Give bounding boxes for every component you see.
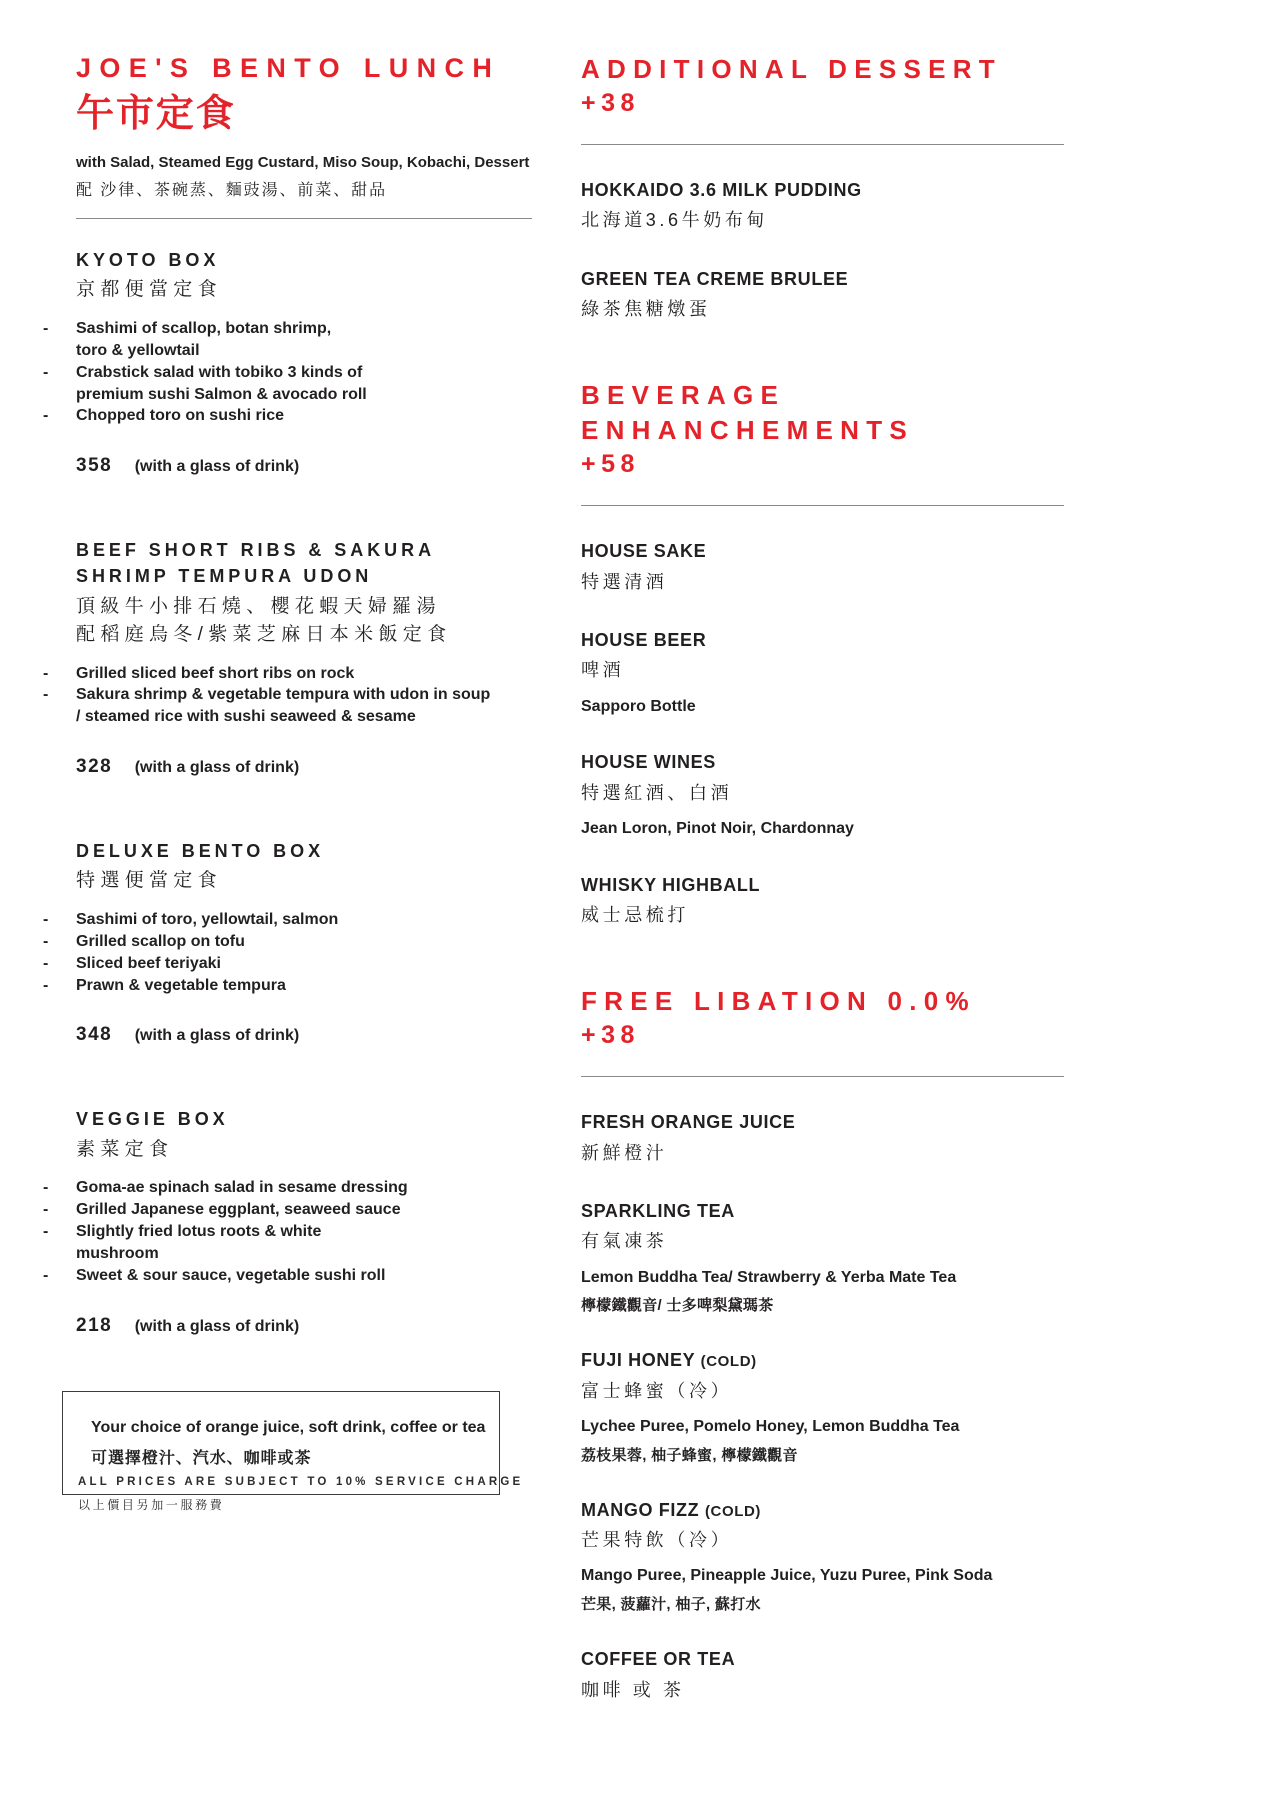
set-veggie-box bbox=[43, 1106, 532, 1336]
price-value: 358 bbox=[76, 455, 113, 477]
set-beef-short-ribs-udon bbox=[43, 537, 532, 778]
item-line: Slightly fried lotus roots & white bbox=[76, 1222, 322, 1240]
section-title: BEVERAGE ENHANCHEMENTS bbox=[581, 380, 914, 446]
set-item-list bbox=[43, 663, 532, 729]
drink-choice-en: Your choice of orange juice, soft drink, coffee or tea bbox=[91, 1418, 486, 1436]
libation-item bbox=[581, 1200, 1064, 1315]
item-desc-en: Mango Puree, Pineapple Juice, Yuzu Puree, Pink Soda bbox=[581, 1567, 993, 1585]
set-name-zh: 特選便當定食 bbox=[76, 870, 222, 892]
price-note: (with a glass of drink) bbox=[134, 458, 300, 476]
dash-marker: - bbox=[43, 686, 49, 704]
right-column bbox=[581, 52, 1064, 1703]
set-item-list bbox=[43, 318, 532, 428]
dash-marker: - bbox=[43, 954, 49, 972]
set-name-en: BEEF SHORT RIBS & SAKURA SHRIMP TEMPURA UDON bbox=[76, 540, 435, 587]
footer-note-zh: 以上價目另加一服務費 bbox=[78, 1498, 225, 1512]
item-line: Grilled scallop on tofu bbox=[76, 932, 245, 950]
menu-item bbox=[43, 663, 532, 685]
libation-item bbox=[581, 1111, 1064, 1166]
menu-item bbox=[43, 318, 532, 362]
menu-item bbox=[43, 909, 532, 931]
item-line: Prawn & vegetable tempura bbox=[76, 976, 286, 994]
section-price: +38 bbox=[581, 1021, 640, 1050]
item-name-zh: 啤酒 bbox=[581, 660, 625, 681]
libation-item bbox=[581, 1349, 1064, 1464]
item-name-zh: 芒果特飲（冷） bbox=[581, 1530, 733, 1551]
item-line: Sweet & sour sauce, vegetable sushi roll bbox=[76, 1266, 386, 1284]
price-value: 328 bbox=[76, 756, 113, 778]
price-row bbox=[76, 1024, 532, 1046]
section-price: +38 bbox=[581, 89, 640, 118]
item-desc-zh: 荔枝果蓉, 柚子蜂蜜, 檸檬鐵觀音 bbox=[581, 1446, 798, 1464]
item-line: Sashimi of scallop, botan shrimp, bbox=[76, 319, 332, 337]
menu-item bbox=[43, 1221, 532, 1265]
menu-item bbox=[43, 405, 532, 427]
item-name-text: FUJI HONEY bbox=[581, 1350, 695, 1371]
set-name-zh: 頂級牛小排石燒、櫻花蝦天婦羅湯 bbox=[76, 595, 441, 617]
dash-marker: - bbox=[43, 976, 49, 994]
section-free-libation bbox=[581, 984, 1064, 1702]
price-value: 218 bbox=[76, 1314, 113, 1336]
includes-line-en: with Salad, Steamed Egg Custard, Miso Soup, Kobachi, Dessert bbox=[76, 154, 530, 172]
item-name-en bbox=[581, 1349, 1064, 1372]
item-name-en: HOUSE SAKE bbox=[581, 541, 707, 562]
price-row bbox=[76, 1315, 532, 1337]
item-line: Chopped toro on sushi rice bbox=[76, 407, 285, 425]
item-line: Sashimi of toro, yellowtail, salmon bbox=[76, 910, 339, 928]
libation-item bbox=[581, 1648, 1064, 1703]
item-name-en: HOUSE BEER bbox=[581, 630, 707, 651]
dessert-item bbox=[581, 179, 1064, 234]
item-desc-en: Jean Loron, Pinot Noir, Chardonnay bbox=[581, 819, 854, 837]
service-charge-footer bbox=[78, 1476, 523, 1513]
set-deluxe-bento-box bbox=[43, 838, 532, 1046]
set-name-zh-line2: 配稻庭烏冬/紫菜芝麻日本米飯定食 bbox=[76, 624, 452, 646]
dash-marker: - bbox=[43, 319, 49, 337]
beverage-item bbox=[581, 874, 1064, 929]
section-title: ADDITIONAL DESSERT bbox=[581, 54, 1002, 84]
item-line: Goma-ae spinach salad in sesame dressing bbox=[76, 1179, 408, 1197]
item-line: Sliced beef teriyaki bbox=[76, 954, 221, 972]
menu-item bbox=[43, 975, 532, 997]
item-line: Sakura shrimp & vegetable tempura with udon in soup bbox=[76, 686, 491, 704]
set-name-zh: 京都便當定食 bbox=[76, 279, 222, 301]
item-name-zh: 威士忌梳打 bbox=[581, 905, 689, 926]
footer-note-en: ALL PRICES ARE SUBJECT TO 10% SERVICE CHARGE bbox=[78, 1476, 524, 1488]
item-name-zh: 北海道3.6牛奶布甸 bbox=[581, 210, 769, 231]
price-row bbox=[76, 455, 532, 477]
menu-item bbox=[43, 1177, 532, 1199]
menu-item bbox=[43, 931, 532, 953]
set-item-list bbox=[43, 1177, 532, 1287]
dash-marker: - bbox=[43, 664, 49, 682]
menu-title-en: JOE'S BENTO LUNCH bbox=[76, 53, 501, 83]
item-desc-en: Lychee Puree, Pomelo Honey, Lemon Buddha Tea bbox=[581, 1417, 960, 1435]
menu-item bbox=[43, 1265, 532, 1287]
right-divider bbox=[581, 1076, 1064, 1077]
item-line: premium sushi Salmon & avocado roll bbox=[76, 385, 367, 403]
beverage-item bbox=[581, 540, 1064, 595]
dash-marker: - bbox=[43, 407, 49, 425]
section-price: +58 bbox=[581, 450, 640, 479]
item-line: Grilled Japanese eggplant, seaweed sauce bbox=[76, 1200, 401, 1218]
menu-item bbox=[43, 1199, 532, 1221]
item-line: Grilled sliced beef short ribs on rock bbox=[76, 664, 355, 682]
item-name-en: COFFEE OR TEA bbox=[581, 1649, 736, 1670]
price-note: (with a glass of drink) bbox=[134, 1027, 300, 1045]
item-name-zh: 咖啡 或 茶 bbox=[581, 1679, 685, 1700]
item-name-zh: 特選清酒 bbox=[581, 571, 668, 592]
dash-marker: - bbox=[43, 1200, 49, 1218]
item-name-en bbox=[581, 1499, 1064, 1522]
item-line: Crabstick salad with tobiko 3 kinds of bbox=[76, 363, 363, 381]
dash-marker: - bbox=[43, 1266, 49, 1284]
item-name-en: HOKKAIDO 3.6 MILK PUDDING bbox=[581, 180, 862, 201]
beverage-item bbox=[581, 629, 1064, 717]
set-name-en: DELUXE BENTO BOX bbox=[76, 841, 325, 862]
menu-title-zh: 午市定食 bbox=[76, 92, 236, 135]
menu-item bbox=[43, 684, 532, 728]
section-additional-dessert bbox=[581, 52, 1064, 322]
item-name-zh: 有氣凍茶 bbox=[581, 1231, 668, 1252]
item-name-cold-tag: (COLD) bbox=[704, 1502, 762, 1520]
section-title: FREE LIBATION 0.0% bbox=[581, 986, 976, 1017]
item-name-en: SPARKLING TEA bbox=[581, 1201, 735, 1222]
item-desc-en: Lemon Buddha Tea/ Strawberry & Yerba Mate Tea bbox=[581, 1268, 957, 1286]
item-name-text: MANGO FIZZ bbox=[581, 1499, 700, 1520]
dash-marker: - bbox=[43, 932, 49, 950]
section-beverage-enhancements bbox=[581, 378, 1064, 928]
price-note: (with a glass of drink) bbox=[134, 1317, 300, 1335]
price-value: 348 bbox=[76, 1024, 113, 1046]
drink-choice-zh: 可選擇橙汁、汽水、咖啡或茶 bbox=[91, 1450, 312, 1468]
item-name-en: FRESH ORANGE JUICE bbox=[581, 1112, 796, 1133]
dash-marker: - bbox=[43, 363, 49, 381]
item-line: toro & yellowtail bbox=[76, 341, 200, 359]
dessert-item bbox=[581, 268, 1064, 323]
set-item-list bbox=[43, 909, 532, 997]
item-desc-zh: 檸檬鐵觀音/ 士多啤梨黛瑪茶 bbox=[581, 1297, 774, 1315]
item-name-zh: 富士蜂蜜（冷） bbox=[581, 1380, 733, 1401]
item-name-en: HOUSE WINES bbox=[581, 752, 716, 773]
set-name-en: KYOTO BOX bbox=[76, 250, 220, 271]
item-desc-en: Sapporo Bottle bbox=[581, 697, 696, 715]
item-name-zh: 綠茶焦糖燉蛋 bbox=[581, 299, 711, 320]
set-name-en: VEGGIE BOX bbox=[76, 1109, 229, 1130]
item-name-en: GREEN TEA CREME BRULEE bbox=[581, 268, 849, 289]
includes-line-zh: 配 沙律、茶碗蒸、麵豉湯、前菜、甜品 bbox=[76, 181, 388, 199]
left-column bbox=[43, 52, 532, 1495]
dash-marker: - bbox=[43, 1179, 49, 1197]
price-row bbox=[76, 756, 532, 778]
set-kyoto-box bbox=[43, 247, 532, 477]
item-desc-zh: 芒果, 菠蘿汁, 柚子, 蘇打水 bbox=[581, 1596, 761, 1614]
left-divider bbox=[76, 218, 532, 219]
dash-marker: - bbox=[43, 1222, 49, 1240]
set-name-zh: 素菜定食 bbox=[76, 1138, 174, 1160]
item-name-zh: 新鮮橙汁 bbox=[581, 1142, 668, 1163]
item-line: / steamed rice with sushi seaweed & sesame bbox=[76, 708, 416, 726]
menu-item bbox=[43, 953, 532, 975]
menu-item bbox=[43, 362, 532, 406]
beverage-item bbox=[581, 751, 1064, 839]
item-line: mushroom bbox=[76, 1244, 159, 1262]
price-note: (with a glass of drink) bbox=[134, 759, 300, 777]
libation-item bbox=[581, 1499, 1064, 1614]
dash-marker: - bbox=[43, 910, 49, 928]
right-divider bbox=[581, 505, 1064, 506]
item-name-cold-tag: (COLD) bbox=[700, 1353, 757, 1371]
item-name-zh: 特選紅酒、白酒 bbox=[581, 782, 733, 803]
item-name-en: WHISKY HIGHBALL bbox=[581, 874, 761, 895]
right-divider bbox=[581, 144, 1064, 145]
